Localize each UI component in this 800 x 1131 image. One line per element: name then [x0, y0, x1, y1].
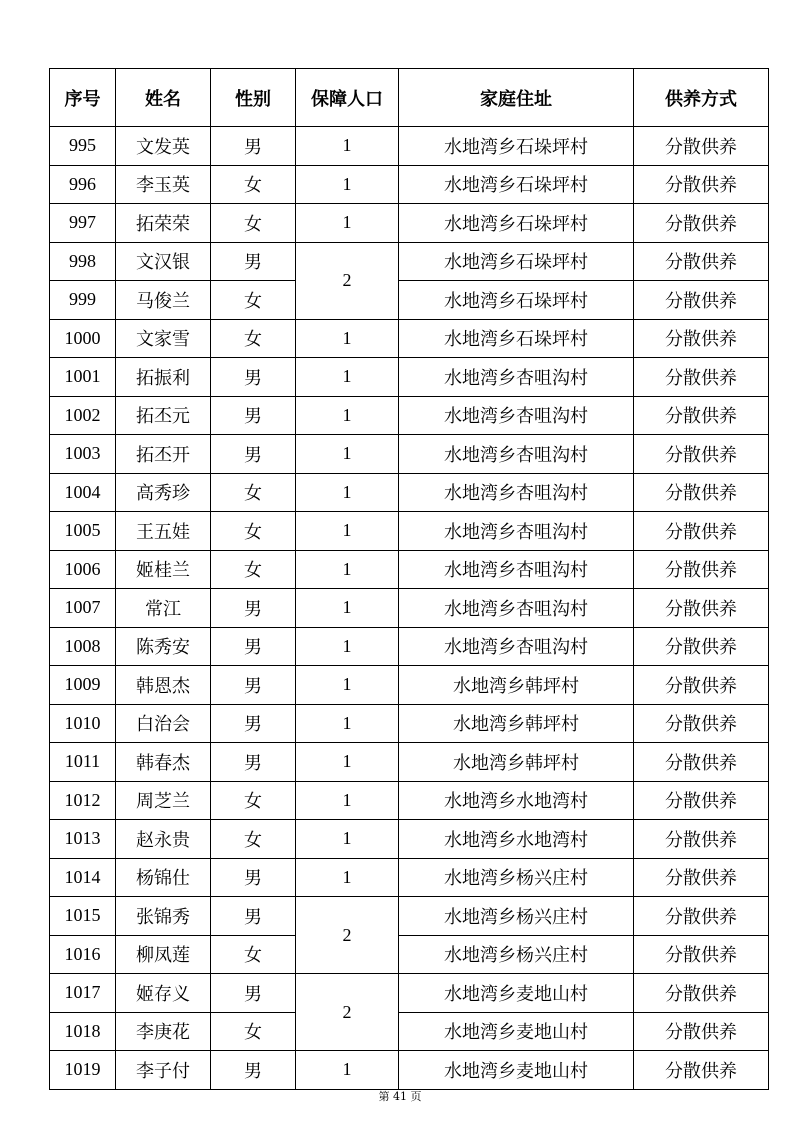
- cell-address: 水地湾乡杨兴庄村: [399, 897, 634, 936]
- cell-gender: 男: [211, 627, 296, 666]
- cell-gender: 男: [211, 974, 296, 1013]
- cell-serial: 998: [50, 242, 116, 281]
- cell-gender: 女: [211, 165, 296, 204]
- cell-name: 姬桂兰: [116, 550, 211, 589]
- cell-serial: 1012: [50, 781, 116, 820]
- cell-support-type: 分散供养: [634, 204, 769, 243]
- cell-address: 水地湾乡韩坪村: [399, 743, 634, 782]
- cell-support-type: 分散供养: [634, 666, 769, 705]
- cell-support-type: 分散供养: [634, 781, 769, 820]
- cell-name: 拓丕元: [116, 396, 211, 435]
- cell-support-type: 分散供养: [634, 242, 769, 281]
- cell-address: 水地湾乡石垛坪村: [399, 319, 634, 358]
- cell-name: 马俊兰: [116, 281, 211, 320]
- cell-support-type: 分散供养: [634, 858, 769, 897]
- cell-address: 水地湾乡石垛坪村: [399, 204, 634, 243]
- cell-covered-persons: 1: [296, 781, 399, 820]
- cell-covered-persons: 1: [296, 589, 399, 628]
- cell-serial: 1005: [50, 512, 116, 551]
- cell-address: 水地湾乡麦地山村: [399, 1051, 634, 1090]
- cell-name: 李庚花: [116, 1012, 211, 1051]
- table-row: [50, 627, 769, 666]
- cell-support-type: 分散供养: [634, 358, 769, 397]
- cell-covered-persons: 1: [296, 627, 399, 666]
- cell-address: 水地湾乡石垛坪村: [399, 165, 634, 204]
- header-covered-persons: 保障人口: [296, 69, 399, 127]
- cell-serial: 1019: [50, 1051, 116, 1090]
- cell-support-type: 分散供养: [634, 897, 769, 936]
- cell-address: 水地湾乡韩坪村: [399, 704, 634, 743]
- table-row: [50, 358, 769, 397]
- table-row: [50, 704, 769, 743]
- cell-address: 水地湾乡杏咀沟村: [399, 550, 634, 589]
- cell-covered-persons: 1: [296, 1051, 399, 1090]
- table-row: [50, 666, 769, 705]
- cell-serial: 1004: [50, 473, 116, 512]
- cell-support-type: 分散供养: [634, 550, 769, 589]
- cell-covered-persons: 2: [296, 974, 399, 1051]
- cell-support-type: 分散供养: [634, 627, 769, 666]
- cell-support-type: 分散供养: [634, 165, 769, 204]
- cell-name: 姬存义: [116, 974, 211, 1013]
- cell-gender: 男: [211, 743, 296, 782]
- cell-serial: 1014: [50, 858, 116, 897]
- cell-name: 陈秀安: [116, 627, 211, 666]
- cell-support-type: 分散供养: [634, 127, 769, 166]
- cell-gender: 男: [211, 666, 296, 705]
- household-table: [49, 68, 769, 1090]
- cell-serial: 1011: [50, 743, 116, 782]
- cell-covered-persons: 1: [296, 820, 399, 859]
- cell-serial: 1018: [50, 1012, 116, 1051]
- cell-address: 水地湾乡水地湾村: [399, 820, 634, 859]
- cell-support-type: 分散供养: [634, 435, 769, 474]
- table-row: [50, 1012, 769, 1051]
- cell-name: 拓振利: [116, 358, 211, 397]
- page-number: 第 41 页: [378, 1090, 422, 1103]
- cell-name: 柳凤莲: [116, 935, 211, 974]
- cell-serial: 1006: [50, 550, 116, 589]
- table-row: [50, 1051, 769, 1090]
- cell-covered-persons: 1: [296, 204, 399, 243]
- cell-serial: 1000: [50, 319, 116, 358]
- table-row: [50, 858, 769, 897]
- cell-serial: 1008: [50, 627, 116, 666]
- cell-serial: 1003: [50, 435, 116, 474]
- table-row: [50, 204, 769, 243]
- cell-support-type: 分散供养: [634, 1012, 769, 1051]
- cell-name: 文家雪: [116, 319, 211, 358]
- cell-name: 文汉银: [116, 242, 211, 281]
- table-row: [50, 127, 769, 166]
- cell-name: 杨锦仕: [116, 858, 211, 897]
- cell-covered-persons: 1: [296, 127, 399, 166]
- cell-name: 高秀珍: [116, 473, 211, 512]
- cell-name: 李子付: [116, 1051, 211, 1090]
- cell-address: 水地湾乡韩坪村: [399, 666, 634, 705]
- cell-name: 赵永贵: [116, 820, 211, 859]
- cell-covered-persons: 1: [296, 858, 399, 897]
- cell-support-type: 分散供养: [634, 743, 769, 782]
- cell-support-type: 分散供养: [634, 512, 769, 551]
- cell-covered-persons: 1: [296, 743, 399, 782]
- cell-gender: 女: [211, 1012, 296, 1051]
- table-row: [50, 512, 769, 551]
- cell-address: 水地湾乡麦地山村: [399, 974, 634, 1013]
- cell-covered-persons: 1: [296, 319, 399, 358]
- table-row: [50, 396, 769, 435]
- cell-name: 李玉英: [116, 165, 211, 204]
- cell-gender: 男: [211, 127, 296, 166]
- cell-covered-persons: 2: [296, 242, 399, 319]
- header-serial: 序号: [50, 69, 116, 127]
- cell-name: 韩春杰: [116, 743, 211, 782]
- header-name: 姓名: [116, 69, 211, 127]
- cell-serial: 999: [50, 281, 116, 320]
- cell-covered-persons: 1: [296, 473, 399, 512]
- cell-address: 水地湾乡杏咀沟村: [399, 512, 634, 551]
- cell-gender: 男: [211, 358, 296, 397]
- cell-address: 水地湾乡杨兴庄村: [399, 858, 634, 897]
- cell-name: 王五娃: [116, 512, 211, 551]
- cell-serial: 995: [50, 127, 116, 166]
- cell-serial: 1009: [50, 666, 116, 705]
- table-row: [50, 897, 769, 936]
- cell-gender: 男: [211, 858, 296, 897]
- cell-covered-persons: 1: [296, 435, 399, 474]
- cell-support-type: 分散供养: [634, 281, 769, 320]
- header-row: [50, 69, 769, 127]
- cell-serial: 996: [50, 165, 116, 204]
- table-row: [50, 242, 769, 281]
- cell-support-type: 分散供养: [634, 473, 769, 512]
- table-row: [50, 781, 769, 820]
- cell-name: 周芝兰: [116, 781, 211, 820]
- cell-gender: 女: [211, 319, 296, 358]
- cell-covered-persons: 1: [296, 512, 399, 551]
- cell-name: 拓荣荣: [116, 204, 211, 243]
- cell-support-type: 分散供养: [634, 820, 769, 859]
- cell-gender: 女: [211, 781, 296, 820]
- cell-serial: 1010: [50, 704, 116, 743]
- cell-gender: 男: [211, 589, 296, 628]
- cell-address: 水地湾乡杏咀沟村: [399, 358, 634, 397]
- cell-covered-persons: 1: [296, 704, 399, 743]
- table-row: [50, 974, 769, 1013]
- table-row: [50, 319, 769, 358]
- cell-support-type: 分散供养: [634, 974, 769, 1013]
- cell-serial: 997: [50, 204, 116, 243]
- cell-gender: 女: [211, 204, 296, 243]
- cell-address: 水地湾乡杏咀沟村: [399, 589, 634, 628]
- cell-address: 水地湾乡杨兴庄村: [399, 935, 634, 974]
- cell-name: 常江: [116, 589, 211, 628]
- cell-address: 水地湾乡杏咀沟村: [399, 396, 634, 435]
- cell-gender: 女: [211, 512, 296, 551]
- header-gender: 性别: [211, 69, 296, 127]
- cell-gender: 女: [211, 550, 296, 589]
- cell-gender: 女: [211, 473, 296, 512]
- cell-address: 水地湾乡水地湾村: [399, 781, 634, 820]
- cell-serial: 1017: [50, 974, 116, 1013]
- cell-name: 白治会: [116, 704, 211, 743]
- cell-serial: 1016: [50, 935, 116, 974]
- cell-serial: 1013: [50, 820, 116, 859]
- cell-covered-persons: 1: [296, 666, 399, 705]
- cell-gender: 女: [211, 281, 296, 320]
- table-row: [50, 435, 769, 474]
- cell-covered-persons: 1: [296, 165, 399, 204]
- header-address: 家庭住址: [399, 69, 634, 127]
- cell-gender: 男: [211, 242, 296, 281]
- table-row: [50, 935, 769, 974]
- cell-covered-persons: 1: [296, 396, 399, 435]
- cell-gender: 男: [211, 897, 296, 936]
- cell-support-type: 分散供养: [634, 589, 769, 628]
- cell-serial: 1001: [50, 358, 116, 397]
- cell-address: 水地湾乡麦地山村: [399, 1012, 634, 1051]
- cell-address: 水地湾乡杏咀沟村: [399, 627, 634, 666]
- cell-serial: 1007: [50, 589, 116, 628]
- cell-address: 水地湾乡石垛坪村: [399, 127, 634, 166]
- cell-support-type: 分散供养: [634, 1051, 769, 1090]
- table-row: [50, 473, 769, 512]
- cell-address: 水地湾乡杏咀沟村: [399, 435, 634, 474]
- cell-support-type: 分散供养: [634, 319, 769, 358]
- cell-address: 水地湾乡石垛坪村: [399, 242, 634, 281]
- header-support-type: 供养方式: [634, 69, 769, 127]
- cell-support-type: 分散供养: [634, 704, 769, 743]
- cell-gender: 男: [211, 435, 296, 474]
- cell-covered-persons: 1: [296, 358, 399, 397]
- cell-name: 韩恩杰: [116, 666, 211, 705]
- table-body: [50, 127, 769, 1090]
- table-row: [50, 165, 769, 204]
- table-row: [50, 589, 769, 628]
- cell-name: 拓丕开: [116, 435, 211, 474]
- cell-serial: 1002: [50, 396, 116, 435]
- table-row: [50, 281, 769, 320]
- cell-gender: 男: [211, 396, 296, 435]
- cell-name: 张锦秀: [116, 897, 211, 936]
- cell-address: 水地湾乡杏咀沟村: [399, 473, 634, 512]
- cell-gender: 女: [211, 935, 296, 974]
- cell-serial: 1015: [50, 897, 116, 936]
- cell-support-type: 分散供养: [634, 396, 769, 435]
- cell-covered-persons: 2: [296, 897, 399, 974]
- table-row: [50, 550, 769, 589]
- cell-address: 水地湾乡石垛坪村: [399, 281, 634, 320]
- table-row: [50, 820, 769, 859]
- cell-gender: 女: [211, 820, 296, 859]
- cell-name: 文发英: [116, 127, 211, 166]
- table-header: [50, 69, 769, 127]
- cell-gender: 男: [211, 704, 296, 743]
- cell-covered-persons: 1: [296, 550, 399, 589]
- table-row: [50, 743, 769, 782]
- cell-support-type: 分散供养: [634, 935, 769, 974]
- cell-gender: 男: [211, 1051, 296, 1090]
